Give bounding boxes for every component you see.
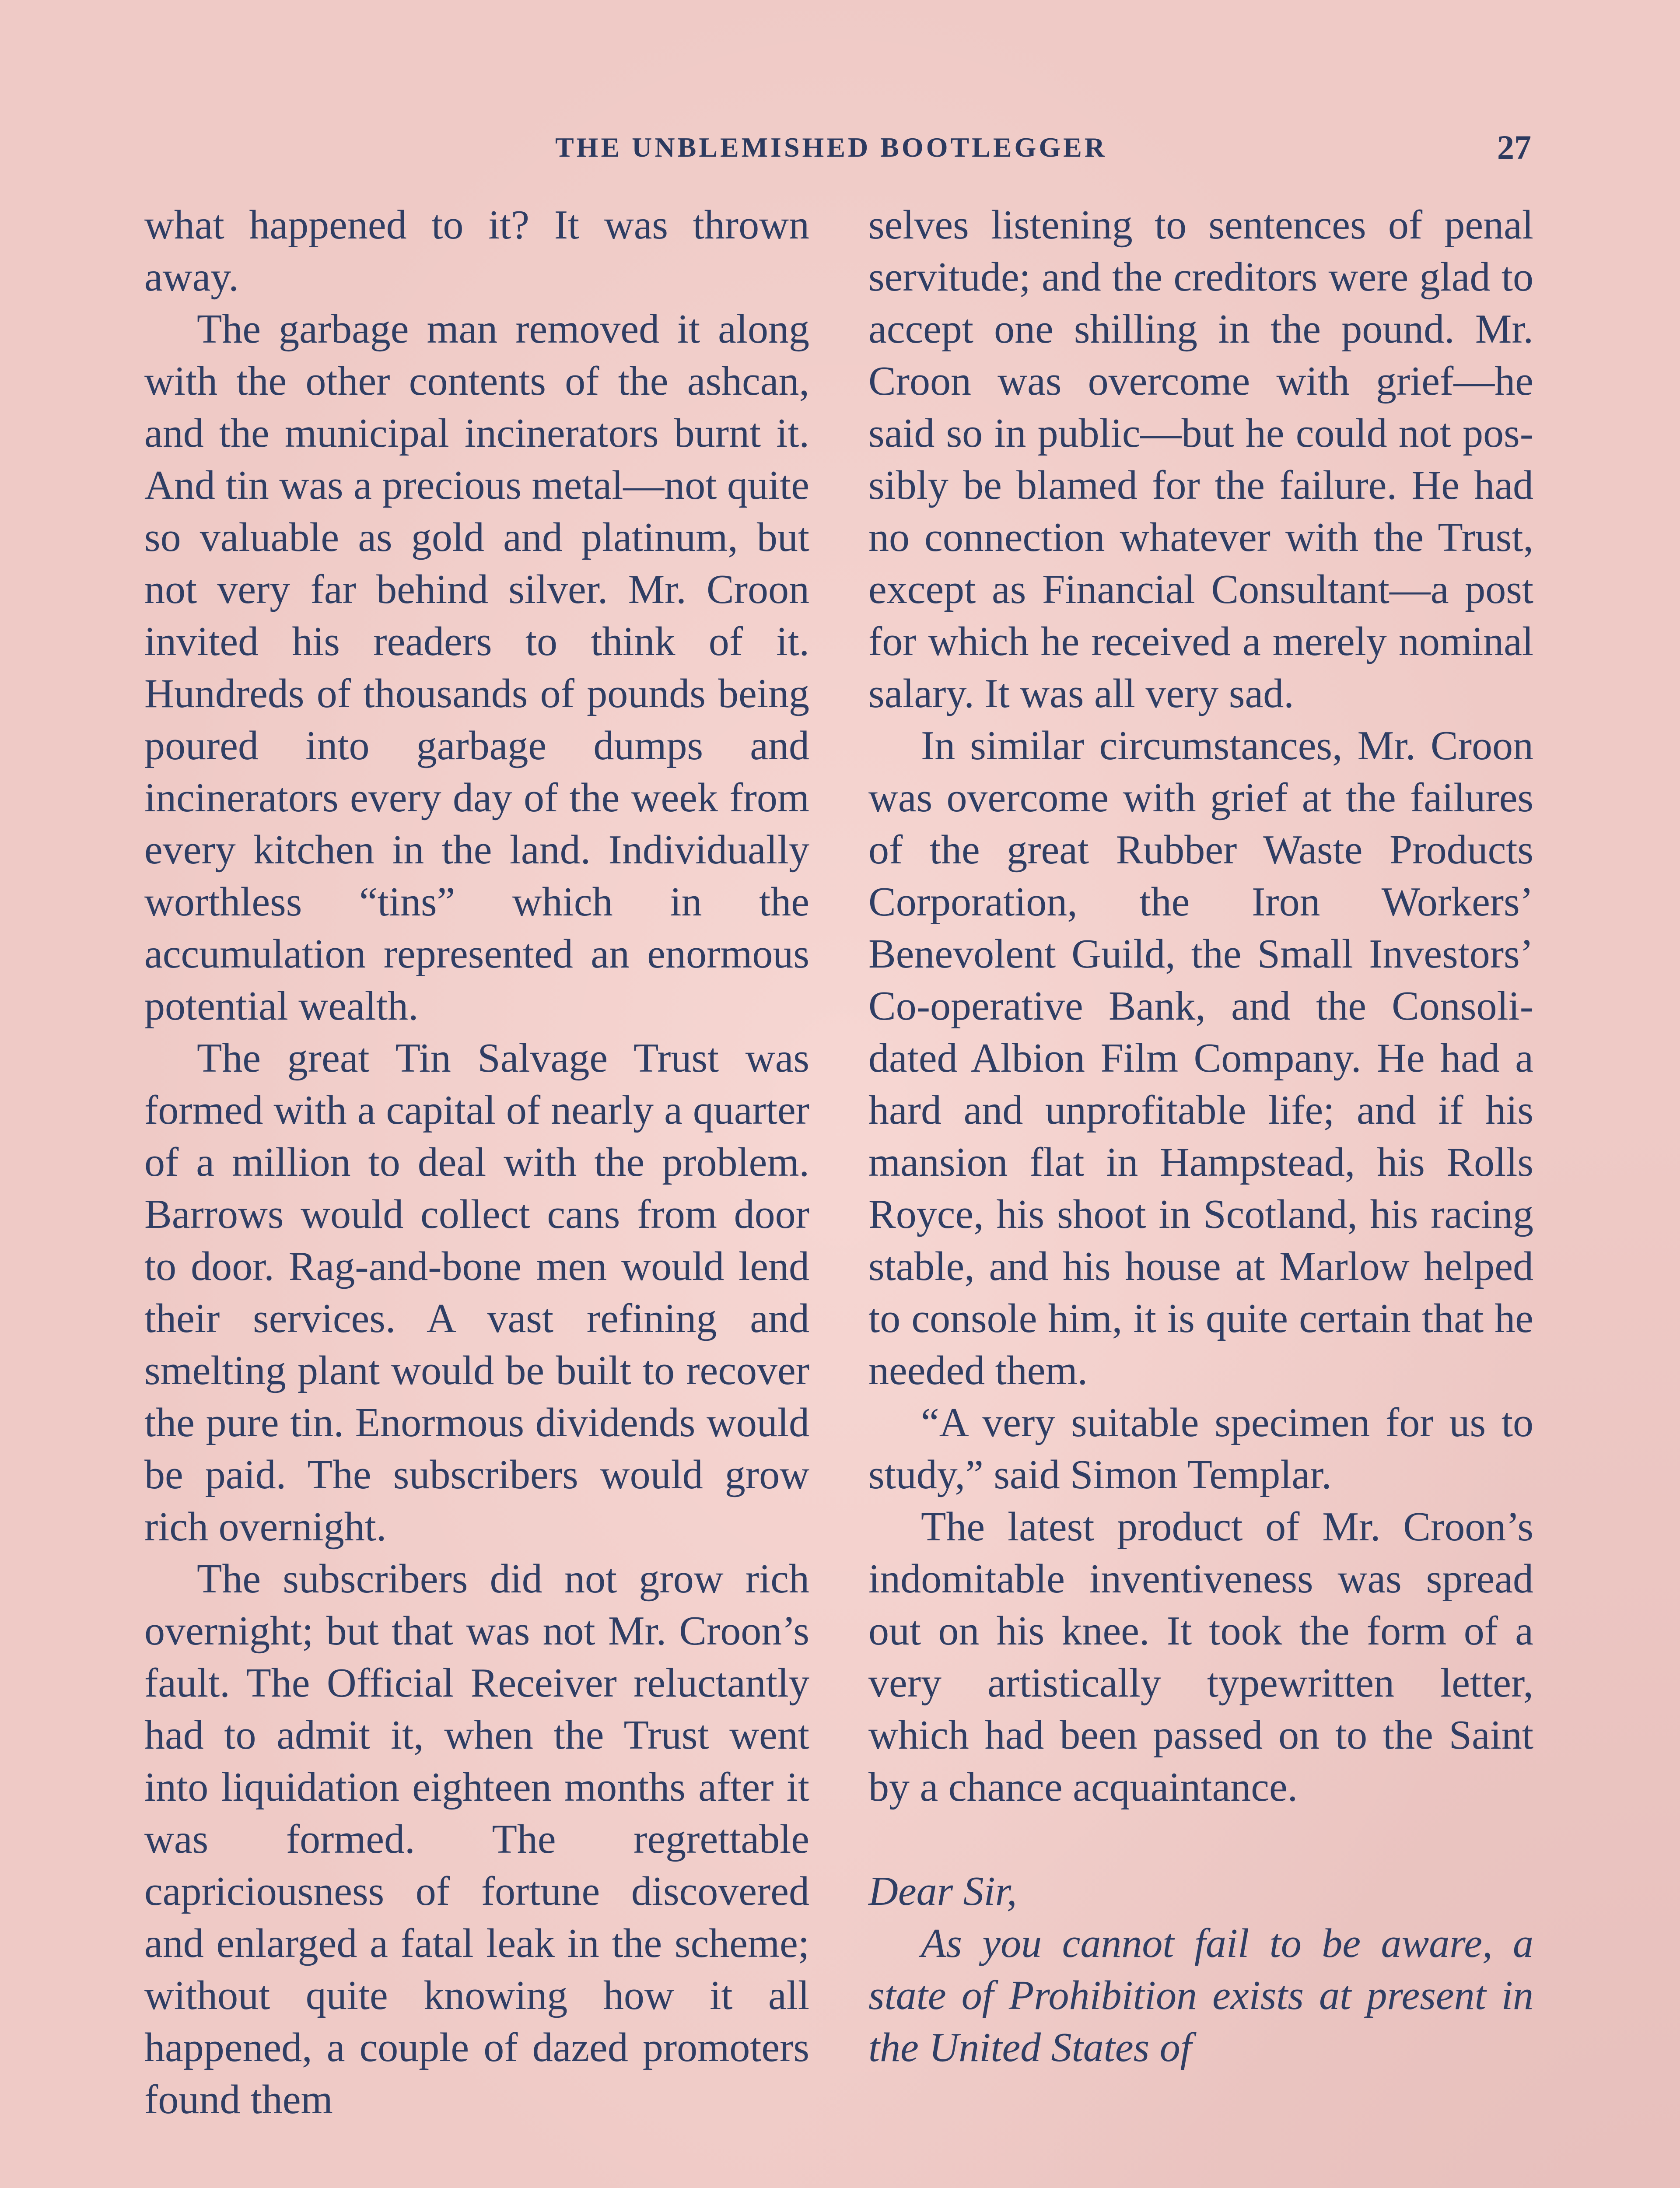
paragraph: The garbage man removed it along with the other contents of the ashcan, and the municipal incinerators burnt it. And tin was a precious metal—not quite so valuable as gold and platinum, but not very far behind silver. Mr. Croon invited his readers to think of it. Hundreds of thousands of pounds being poured into garbage dumps and incinerators every day of the week from every kitchen in the land. Individually worthless “tins” which in the accumulation represented an enormous potential wealth. xyxy=(144,306,809,1029)
paragraph: The latest product of Mr. Croon’s indomitable inventiveness was spread out on his knee. It took the form of a very artistically typewritten letter, which had been passed on to the Saint by a chance acquaintance. xyxy=(868,1504,1533,1810)
letter-body: As you cannot fail to be aware, a state of Prohibition exists at present in the United States of xyxy=(868,1921,1533,2070)
letter-salutation: Dear Sir, xyxy=(868,1869,1017,1914)
page-number: 27 xyxy=(1497,128,1531,166)
paragraph: In similar circumstances, Mr. Croon was overcome with grief at the failures of the great Rubber Waste Products Corporation, the Iron Workers’ Benevolent Guild, the Small Investors’ Co-operative Bank, and the Consolidated Albion Film Company. He had a hard and unprofitable life; and if his mansion flat in Hampstead, his Rolls Royce, his shoot in Scotland, his racing stable, and his house at Marlow helped to console him, it is quite certain that he needed them. xyxy=(868,723,1533,1393)
paragraph: The great Tin Salvage Trust was formed with a capital of nearly a quarter of a million to deal with the problem. Barrows would collect cans from door to door. Rag-and-bone men would lend their services. A vast refining and smelting plant would be built to recover the pure tin. Enormous dividends would be paid. The subscribers would grow rich overnight. xyxy=(144,1035,809,1550)
running-header-title: THE UNBLEMISHED BOOTLEGGER xyxy=(555,132,1108,163)
paragraph: The subscribers did not grow rich overnight; but that was not Mr. Croon’s fault. The Official Receiver reluctantly had to admit it, when the Trust went into liquidation eighteen months after it was formed. The regrettable capriciousness of fortune discovered and enlarged a fatal leak in the scheme; without quite knowing how it all happened, a couple of dazed promoters found them xyxy=(144,1556,809,2122)
paragraph: “A very suitable specimen for us to study,” said Simon Templar. xyxy=(868,1400,1533,1497)
left-text-column xyxy=(144,199,809,2126)
paragraph-continuation: selves listening to sentences of penal servitude; and the creditors were glad to accept one shilling in the pound. Mr. Croon was overcome with grief—he said so in public—but he could not possibly be blamed for the failure. He had no connection whatever with the Trust, except as Financial Consultant—a post for which he received a merely nominal salary. It was all very sad. xyxy=(868,202,1533,716)
paragraph-continuation: what happened to it? It was thrown away. xyxy=(144,202,809,300)
right-text-column xyxy=(868,199,1533,2074)
